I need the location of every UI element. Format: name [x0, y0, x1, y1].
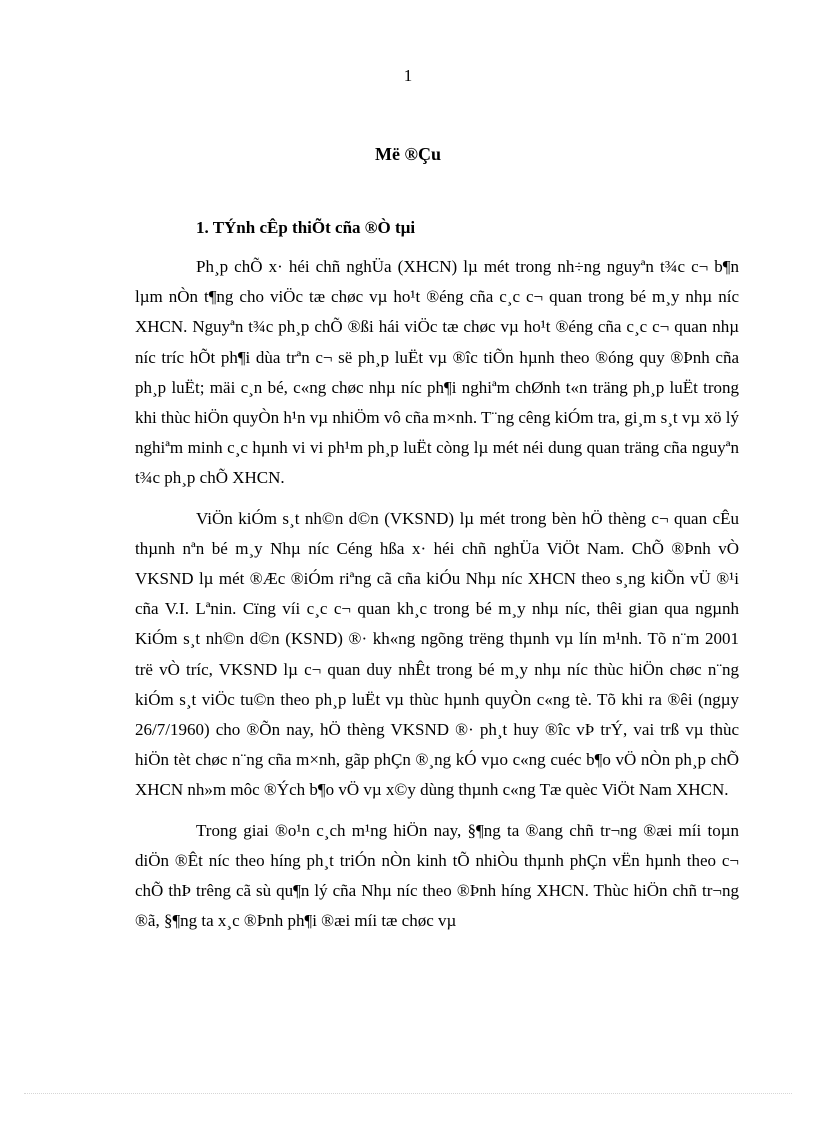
paragraph-3: Trong giai ®o¹n c¸ch m¹ng hiÖn nay, §¶ng ta ®ang chñ tr¬ng ®æi míi toµn diÖn ®Êt níc theo híng ph¸t triÓn nÒn kinh tÕ nhiÒu thµnh phÇn vËn hµnh theo c¬ chÕ thÞ trêng cã sù qu¶n lý cña Nhµ níc theo ®Þnh híng XHCN. Thùc hiÖn chñ tr¬ng ®ã, §¶ng ta x¸c ®Þnh ph¶i ®æi míi tæ chøc vµ [135, 820, 739, 931]
section-heading: 1. TÝnh cÊp thiÕt cña ®Ò tµi [196, 218, 416, 237]
document-title: Më ®Çu [375, 144, 441, 164]
page-number: 1 [403, 66, 413, 85]
paragraph-2: ViÖn kiÓm s¸t nh©n d©n (VKSND) lµ mét trong bèn hÖ thèng c¬ quan cÊu thµnh nªn bé m¸y Nhµ níc Céng hßa x· héi chñ nghÜa ViÖt Nam. ChÕ ®Þnh vÒ VKSND lµ mét ®Æc ®iÓm riªng cã cña kiÓu Nhµ níc XHCN theo s¸ng kiÕn vÜ ®¹i cña V.I. Lªnin. Cïng víi c¸c c¬ quan kh¸c trong bé m¸y nhµ níc, thêi gian qua ngµnh KiÓm s¸t nh©n d©n (KSND) ®· kh«ng ngõng trëng thµnh vµ lín m¹nh. Tõ n¨m 2001 trë vÒ tríc, VKSND lµ c¬ quan duy nhÊt trong bé m¸y nhµ níc thùc hiÖn chøc n¨ng kiÓm s¸t viÖc tu©n theo ph¸p luËt vµ thùc hµnh quyÒn c«ng tè. Tõ khi ra ®êi (ngµy 26/7/1960) cho ®Õn nay, hÖ thèng VKSND ®· ph¸t huy ®îc vÞ trÝ, vai trß vµ thùc hiÖn tèt chøc n¨ng cña m×nh, gãp phÇn ®¸ng kÓ vµo c«ng cuéc b¶o vÖ nÒn ph¸p chÕ XHCN nh»m môc ®Ých b¶o vÖ vµ x©y dùng thµnh c«ng Tæ quèc ViÖt Nam XHCN. [135, 508, 739, 800]
paragraph-1: Ph¸p chÕ x· héi chñ nghÜa (XHCN) lµ mét trong nh÷ng nguyªn t¾c c¬ b¶n lµm nÒn t¶ng cho viÖc tæ chøc vµ ho¹t ®éng cña c¸c c¬ quan trong bé m¸y nhµ níc XHCN. Nguyªn t¾c ph¸p chÕ ®ßi hái viÖc tæ chøc vµ ho¹t ®éng cña c¸c c¬ quan nhµ níc tríc hÕt ph¶i dùa trªn c¬ së ph¸p luËt vµ ®îc tiÕn hµnh theo ®óng quy ®Þnh cña ph¸p luËt; mäi c¸n bé, c«ng chøc nhµ níc ph¶i nghiªm chØnh t«n träng ph¸p luËt trong khi thùc hiÖn quyÒn h¹n vµ nhiÖm vô cña m×nh. T¨ng cêng kiÓm tra, gi¸m s¸t vµ xö lý nghiªm minh c¸c hµnh vi vi ph¹m ph¸p luËt còng lµ mét néi dung quan träng cña nguyªn t¾c ph¸p chÕ XHCN. [135, 257, 739, 488]
body-text [135, 252, 739, 936]
page-bottom-divider [24, 1093, 792, 1094]
